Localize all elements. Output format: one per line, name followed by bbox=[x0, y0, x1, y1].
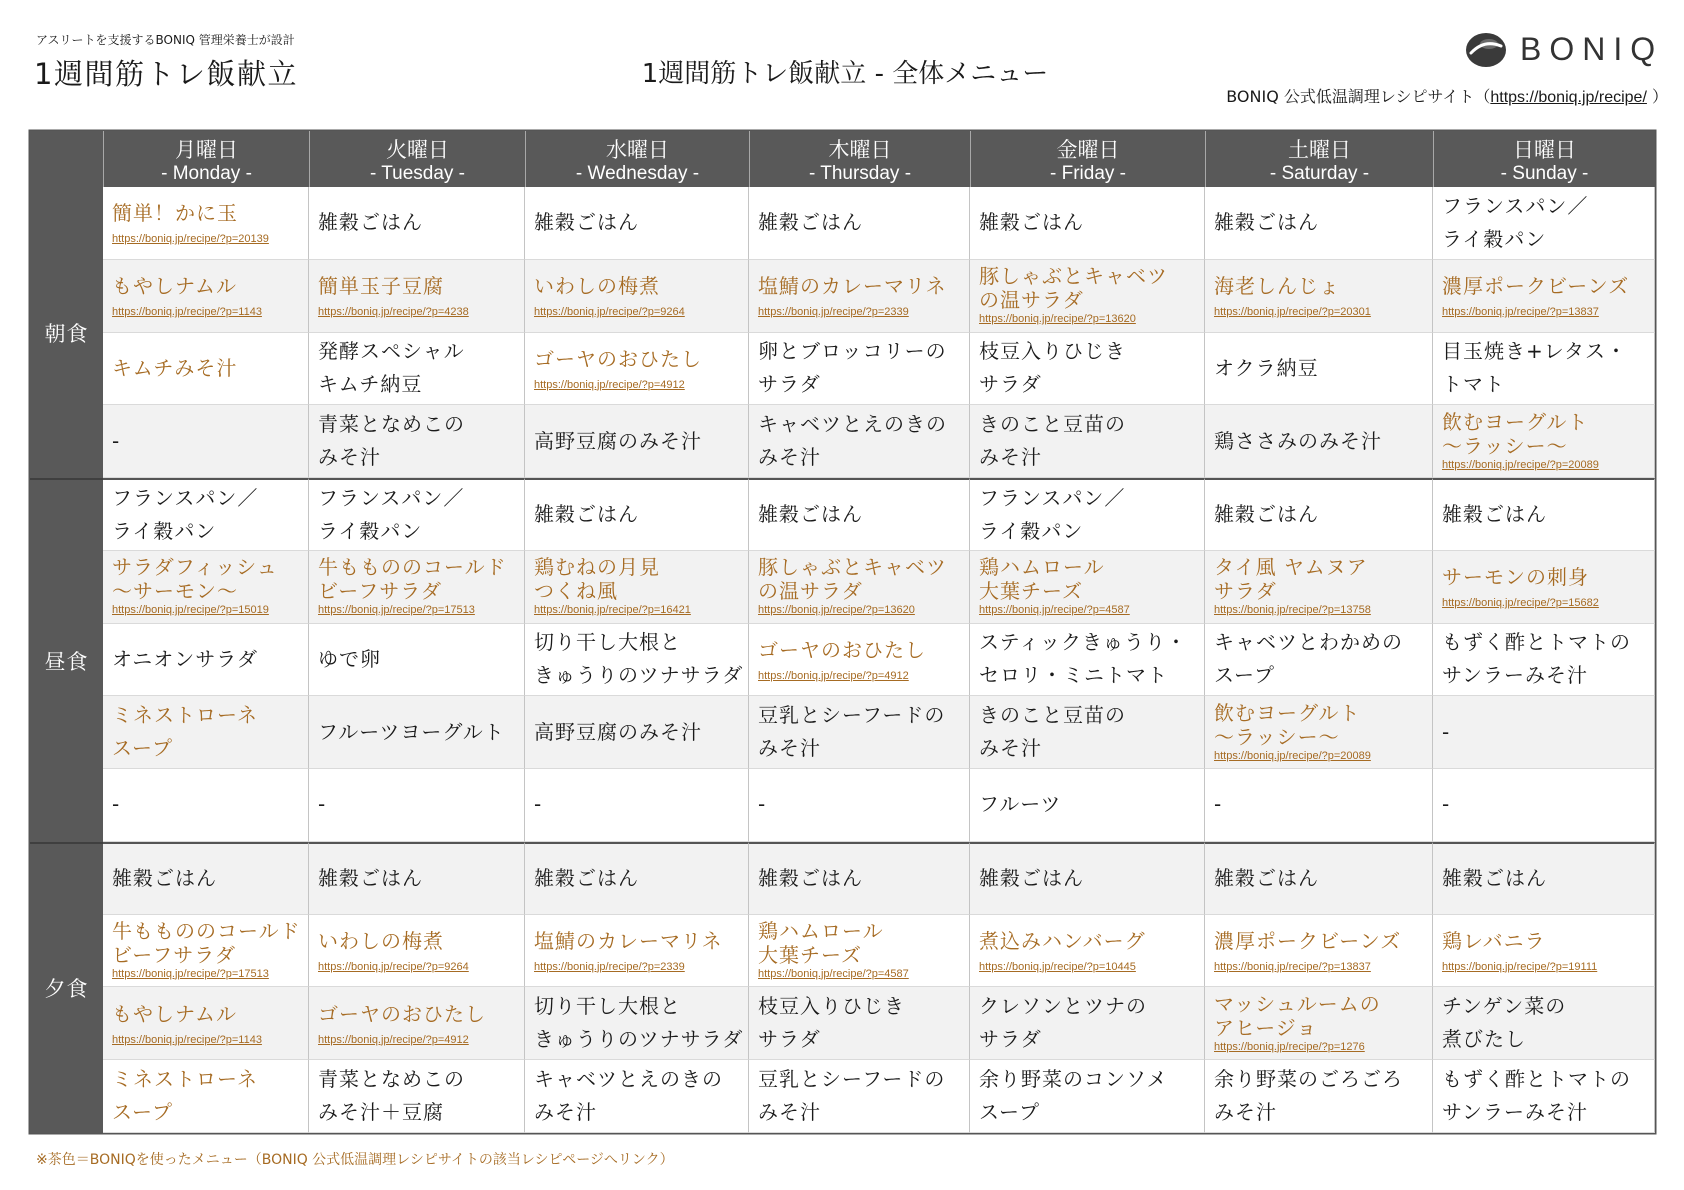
recipe-url-link[interactable]: https://boniq.jp/recipe/?p=4912 bbox=[534, 378, 685, 391]
recipe-title-link[interactable]: 大葉チーズ bbox=[758, 942, 862, 967]
recipe-title-link[interactable]: スープ bbox=[112, 736, 173, 761]
recipe-title-link[interactable]: 豚しゃぶとキャベツ bbox=[758, 555, 947, 580]
menu-item: 豆乳とシーフードの bbox=[758, 1066, 946, 1091]
recipe-url-link[interactable]: https://boniq.jp/recipe/?p=10445 bbox=[979, 960, 1136, 973]
day-name-en: - Sunday - bbox=[1500, 163, 1589, 184]
meal-label bbox=[30, 187, 103, 478]
menu-item: みそ汁 bbox=[758, 736, 821, 761]
recipe-url-link[interactable]: https://boniq.jp/recipe/?p=1143 bbox=[112, 306, 262, 319]
recipe-url-link[interactable]: https://boniq.jp/recipe/?p=19111 bbox=[1442, 960, 1598, 973]
menu-cell bbox=[749, 260, 970, 333]
menu-item: 雑穀ごはん bbox=[1442, 502, 1547, 527]
menu-item: キャベツとえのきの bbox=[534, 1066, 723, 1091]
recipe-url-link[interactable]: https://boniq.jp/recipe/?p=20089 bbox=[1214, 749, 1371, 762]
menu-item: みそ汁 bbox=[979, 445, 1042, 470]
meal-label bbox=[30, 478, 103, 842]
recipe-url-link[interactable]: https://boniq.jp/recipe/?p=13837 bbox=[1214, 960, 1371, 973]
menu-cell bbox=[103, 260, 309, 333]
recipe-title-link[interactable]: ミネストローネ bbox=[112, 1066, 258, 1091]
menu-cell bbox=[103, 1060, 309, 1133]
day-name-ja: 水曜日 bbox=[606, 138, 669, 162]
day-header bbox=[1433, 131, 1655, 187]
recipe-url-link[interactable]: https://boniq.jp/recipe/?p=4912 bbox=[318, 1033, 469, 1046]
menu-cell bbox=[749, 624, 970, 697]
day-name-ja: 木曜日 bbox=[828, 138, 892, 162]
day-name-en: - Monday - bbox=[161, 163, 252, 184]
recipe-url-link[interactable]: https://boniq.jp/recipe/?p=20301 bbox=[1214, 306, 1371, 319]
menu-cell bbox=[749, 769, 970, 842]
recipe-title-link[interactable]: 豚しゃぶとキャベツ bbox=[979, 264, 1168, 289]
menu-cell bbox=[970, 405, 1205, 478]
menu-cell bbox=[749, 1060, 970, 1133]
menu-cell bbox=[970, 333, 1205, 406]
day-name-en: - Saturday - bbox=[1269, 163, 1370, 184]
menu-item: フルーツヨーグルト bbox=[318, 719, 505, 744]
menu-cell bbox=[749, 696, 970, 769]
menu-cell bbox=[309, 478, 525, 551]
menu-item: みそ汁 bbox=[1214, 1099, 1277, 1124]
menu-item: 目玉焼き+レタス・ bbox=[1442, 339, 1627, 364]
menu-cell bbox=[309, 405, 525, 478]
menu-item: キャベツとわかめの bbox=[1214, 630, 1403, 655]
menu-item: 雑穀ごはん bbox=[979, 210, 1084, 235]
menu-cell bbox=[1433, 842, 1655, 915]
menu-item: スープ bbox=[1214, 663, 1275, 688]
menu-cell bbox=[970, 624, 1205, 697]
menu-cell bbox=[970, 842, 1205, 915]
site-url-link[interactable]: https://boniq.jp/recipe/ bbox=[1490, 89, 1647, 106]
day-header bbox=[1205, 131, 1433, 187]
menu-item: 雑穀ごはん bbox=[758, 502, 863, 527]
recipe-title-link[interactable]: 濃厚ポークビーンズ bbox=[1442, 274, 1630, 299]
day-name-en: - Friday - bbox=[1050, 163, 1126, 184]
recipe-title-link[interactable]: 塩鯖のカレーマリネ bbox=[534, 928, 723, 953]
menu-cell bbox=[525, 1060, 749, 1133]
menu-item: 雑穀ごはん bbox=[112, 866, 217, 891]
menu-cell bbox=[525, 769, 749, 842]
recipe-title-link[interactable]: サラダフィッシュ bbox=[112, 555, 278, 580]
menu-item: フランスパン／ bbox=[318, 485, 465, 510]
recipe-title-link[interactable]: ゴーヤのおひたし bbox=[534, 346, 702, 371]
menu-item: 雑穀ごはん bbox=[534, 502, 639, 527]
recipe-title-link[interactable]: もやしナムル bbox=[112, 1001, 237, 1026]
menu-item: サラダ bbox=[758, 1027, 821, 1052]
recipe-url-link[interactable]: https://boniq.jp/recipe/?p=13620 bbox=[758, 604, 915, 617]
menu-item: 雑穀ごはん bbox=[534, 866, 639, 891]
menu-item: みそ汁 bbox=[534, 1099, 597, 1124]
menu-item: - bbox=[758, 792, 767, 817]
menu-cell bbox=[309, 1060, 525, 1133]
menu-cell bbox=[970, 551, 1205, 624]
menu-cell bbox=[1205, 405, 1433, 478]
recipe-url-link[interactable]: https://boniq.jp/recipe/?p=16421 bbox=[534, 604, 691, 617]
recipe-title-link[interactable]: 飲むヨーグルト bbox=[1442, 409, 1589, 434]
menu-cell bbox=[970, 769, 1205, 842]
menu-cell bbox=[1433, 260, 1655, 333]
recipe-title-link[interactable]: ビーフサラダ bbox=[318, 579, 442, 604]
menu-cell bbox=[749, 842, 970, 915]
recipe-title-link[interactable]: いわしの梅煮 bbox=[318, 928, 444, 953]
menu-cell bbox=[1205, 1060, 1433, 1133]
menu-item: 雑穀ごはん bbox=[1442, 866, 1547, 891]
recipe-title-link[interactable]: 鶏むねの月見 bbox=[534, 555, 660, 580]
recipe-title-link[interactable]: 簡単！かに玉 bbox=[112, 201, 238, 226]
menu-item: - bbox=[112, 428, 121, 453]
recipe-url-link[interactable]: https://boniq.jp/recipe/?p=1143 bbox=[112, 1033, 262, 1046]
meal-label-text: 昼食 bbox=[44, 649, 89, 674]
menu-cell bbox=[1205, 187, 1433, 260]
menu-item: 切り干し大根と bbox=[534, 994, 681, 1019]
menu-item: きのこと豆苗の bbox=[979, 412, 1126, 437]
recipe-title-link[interactable]: ～サーモン～ bbox=[112, 579, 238, 604]
menu-item: サラダ bbox=[979, 372, 1042, 397]
menu-item: もずく酢とトマトの bbox=[1442, 1066, 1631, 1091]
menu-item: みそ汁 bbox=[318, 445, 381, 470]
menu-cell bbox=[749, 915, 970, 988]
menu-cell bbox=[1433, 987, 1655, 1060]
recipe-url-link[interactable]: https://boniq.jp/recipe/?p=20089 bbox=[1442, 458, 1599, 471]
recipe-url-link[interactable]: https://boniq.jp/recipe/?p=13758 bbox=[1214, 604, 1371, 617]
recipe-title-link[interactable]: 牛ももののコールド bbox=[112, 918, 301, 943]
menu-cell bbox=[749, 405, 970, 478]
menu-item: クレソンとツナの bbox=[979, 994, 1147, 1019]
recipe-title-link[interactable]: ゴーヤのおひたし bbox=[758, 637, 926, 662]
menu-cell bbox=[525, 260, 749, 333]
recipe-title-link[interactable]: いわしの梅煮 bbox=[534, 274, 660, 299]
menu-item: みそ汁 bbox=[758, 445, 821, 470]
menu-cell bbox=[309, 260, 525, 333]
day-header bbox=[749, 131, 970, 187]
recipe-title-link[interactable]: 海老しんじょ bbox=[1214, 274, 1340, 299]
menu-item: スープ bbox=[979, 1099, 1040, 1124]
recipe-title-link[interactable]: 濃厚ポークビーンズ bbox=[1214, 928, 1402, 953]
menu-item: 雑穀ごはん bbox=[979, 866, 1084, 891]
recipe-title-link[interactable]: スープ bbox=[112, 1099, 173, 1124]
menu-cell bbox=[1205, 696, 1433, 769]
menu-item: - bbox=[1214, 792, 1223, 817]
recipe-title-link[interactable]: サラダ bbox=[1214, 579, 1277, 604]
menu-item: 青菜となめこの bbox=[318, 412, 465, 437]
recipe-url-link[interactable]: https://boniq.jp/recipe/?p=13620 bbox=[979, 313, 1136, 326]
recipe-url-link[interactable]: https://boniq.jp/recipe/?p=1276 bbox=[1214, 1040, 1365, 1053]
menu-item: 雑穀ごはん bbox=[1214, 502, 1319, 527]
menu-item: 卵とブロッコリーの bbox=[758, 339, 947, 364]
recipe-title-link[interactable]: サーモンの刺身 bbox=[1442, 565, 1589, 590]
day-name-ja: 火曜日 bbox=[386, 138, 449, 162]
logo-wordmark: BONIQ bbox=[1520, 31, 1664, 67]
recipe-url-link[interactable]: https://boniq.jp/recipe/?p=20139 bbox=[112, 233, 269, 246]
menu-cell bbox=[1205, 333, 1433, 406]
day-name-ja: 日曜日 bbox=[1513, 138, 1576, 162]
menu-cell bbox=[309, 551, 525, 624]
menu-item: フランスパン／ bbox=[112, 485, 259, 510]
menu-cell bbox=[309, 187, 525, 260]
menu-cell bbox=[970, 1060, 1205, 1133]
recipe-url-link[interactable]: https://boniq.jp/recipe/?p=15019 bbox=[112, 604, 269, 617]
day-name-en: - Wednesday - bbox=[575, 163, 700, 184]
recipe-url-link[interactable]: https://boniq.jp/recipe/?p=15682 bbox=[1442, 597, 1599, 610]
day-header bbox=[525, 131, 749, 187]
recipe-title-link[interactable]: 鶏ハムロール bbox=[979, 555, 1105, 580]
recipe-title-link[interactable]: ミネストローネ bbox=[112, 703, 258, 728]
menu-cell bbox=[1205, 842, 1433, 915]
menu-cell bbox=[525, 551, 749, 624]
menu-item: みそ汁 bbox=[758, 1099, 821, 1124]
menu-item: サンラーみそ汁 bbox=[1442, 663, 1588, 688]
menu-item: みそ汁＋豆腐 bbox=[318, 1099, 444, 1124]
menu-item: 余り野菜のコンソメ bbox=[979, 1066, 1168, 1091]
site-reference bbox=[1226, 86, 1668, 109]
menu-table bbox=[30, 131, 1655, 1133]
recipe-title-link[interactable]: ～ラッシー～ bbox=[1214, 724, 1340, 749]
menu-cell bbox=[103, 915, 309, 988]
menu-item: もずく酢とトマトの bbox=[1442, 630, 1631, 655]
recipe-url-link[interactable]: https://boniq.jp/recipe/?p=9264 bbox=[318, 960, 469, 973]
menu-item: ライ穀パン bbox=[1442, 226, 1547, 251]
menu-item: 雑穀ごはん bbox=[1214, 866, 1319, 891]
recipe-url-link[interactable]: https://boniq.jp/recipe/?p=2339 bbox=[534, 960, 685, 973]
recipe-url-link[interactable]: https://boniq.jp/recipe/?p=9264 bbox=[534, 306, 685, 319]
recipe-title-link[interactable]: ゴーヤのおひたし bbox=[318, 1001, 486, 1026]
menu-item: - bbox=[534, 792, 543, 817]
recipe-url-link[interactable]: https://boniq.jp/recipe/?p=17513 bbox=[112, 967, 269, 980]
page-title: 1週間筋トレ飯献立 bbox=[34, 57, 298, 91]
menu-cell bbox=[1433, 187, 1655, 260]
day-name-en: - Thursday - bbox=[808, 163, 912, 184]
menu-item: キャベツとえのきの bbox=[758, 412, 947, 437]
menu-item: フランスパン／ bbox=[979, 485, 1126, 510]
recipe-url-link[interactable]: https://boniq.jp/recipe/?p=4912 bbox=[758, 669, 909, 682]
menu-item: 発酵スペシャル bbox=[318, 339, 465, 364]
recipe-title-link[interactable]: 鶏ハムロール bbox=[758, 918, 884, 943]
menu-item: きのこと豆苗の bbox=[979, 703, 1126, 728]
menu-item: サラダ bbox=[758, 372, 821, 397]
menu-cell bbox=[1433, 405, 1655, 478]
menu-item: - bbox=[1442, 719, 1451, 744]
menu-item: オクラ納豆 bbox=[1214, 355, 1319, 380]
menu-cell bbox=[1205, 551, 1433, 624]
menu-cell bbox=[103, 478, 309, 551]
menu-cell bbox=[970, 187, 1205, 260]
menu-cell bbox=[749, 987, 970, 1060]
menu-item: 枝豆入りひじき bbox=[979, 339, 1126, 364]
recipe-title-link[interactable]: の温サラダ bbox=[979, 288, 1084, 313]
menu-item: 高野豆腐のみそ汁 bbox=[534, 428, 702, 453]
recipe-title-link[interactable]: 飲むヨーグルト bbox=[1214, 700, 1361, 725]
menu-cell bbox=[1433, 915, 1655, 988]
day-name-en: - Tuesday - bbox=[369, 163, 466, 184]
menu-cell bbox=[970, 478, 1205, 551]
menu-cell bbox=[309, 987, 525, 1060]
menu-cell bbox=[1205, 915, 1433, 988]
day-name-ja: 月曜日 bbox=[175, 138, 238, 162]
recipe-url-link[interactable]: https://boniq.jp/recipe/?p=13837 bbox=[1442, 306, 1599, 319]
menu-item: 鶏ささみのみそ汁 bbox=[1214, 428, 1382, 453]
menu-cell bbox=[103, 405, 309, 478]
menu-cell bbox=[1433, 696, 1655, 769]
menu-item: 豆乳とシーフードの bbox=[758, 703, 946, 728]
menu-cell bbox=[1433, 624, 1655, 697]
brand-logo[interactable] bbox=[1464, 28, 1663, 70]
menu-item: フランスパン／ bbox=[1442, 193, 1589, 218]
menu-item: サンラーみそ汁 bbox=[1442, 1099, 1588, 1124]
menu-cell bbox=[525, 915, 749, 988]
legend-note: ※茶色＝BONIQを使ったメニュー（BONIQ 公式低温調理レシピサイトの該当レシピページへリンク） bbox=[36, 1152, 674, 1168]
menu-item: - bbox=[318, 792, 327, 817]
menu-cell bbox=[525, 478, 749, 551]
recipe-url-link[interactable]: https://boniq.jp/recipe/?p=4587 bbox=[979, 604, 1130, 617]
recipe-title-link[interactable]: 牛ももののコールド bbox=[318, 555, 507, 580]
menu-cell bbox=[309, 696, 525, 769]
menu-item: 雑穀ごはん bbox=[758, 210, 863, 235]
menu-cell bbox=[970, 915, 1205, 988]
menu-cell bbox=[525, 842, 749, 915]
day-header bbox=[970, 131, 1205, 187]
menu-item: みそ汁 bbox=[979, 736, 1042, 761]
menu-item: 枝豆入りひじき bbox=[758, 994, 905, 1019]
recipe-url-link[interactable]: https://boniq.jp/recipe/?p=4238 bbox=[318, 306, 469, 319]
recipe-title-link[interactable]: ～ラッシー～ bbox=[1442, 433, 1568, 458]
menu-cell bbox=[1433, 769, 1655, 842]
menu-item: ライ穀パン bbox=[979, 518, 1084, 543]
menu-cell bbox=[749, 333, 970, 406]
site-prefix: BONIQ 公式低温調理レシピサイト（ bbox=[1226, 87, 1491, 106]
meal-label-text: 夕食 bbox=[44, 977, 89, 1002]
menu-cell bbox=[309, 915, 525, 988]
site-suffix: ） bbox=[1646, 87, 1668, 106]
recipe-title-link[interactable]: アヒージョ bbox=[1214, 1015, 1318, 1040]
meal-label-text: 朝食 bbox=[44, 321, 89, 346]
menu-item: 雑穀ごはん bbox=[318, 866, 423, 891]
menu-cell bbox=[1433, 1060, 1655, 1133]
recipe-title-link[interactable]: の温サラダ bbox=[758, 579, 863, 604]
menu-cell bbox=[1205, 478, 1433, 551]
day-name-ja: 土曜日 bbox=[1288, 138, 1351, 162]
menu-item: スティックきゅうり・ bbox=[979, 630, 1187, 655]
menu-item: 余り野菜のごろごろ bbox=[1214, 1066, 1403, 1091]
menu-cell bbox=[749, 187, 970, 260]
menu-cell bbox=[309, 842, 525, 915]
menu-cell bbox=[525, 405, 749, 478]
menu-item: きゅうりのツナサラダ bbox=[534, 663, 744, 688]
meal-label bbox=[30, 842, 103, 1133]
recipe-title-link[interactable]: 煮込みハンバーグ bbox=[979, 928, 1146, 953]
menu-item: トマト bbox=[1442, 372, 1505, 397]
menu-cell bbox=[1205, 260, 1433, 333]
menu-cell bbox=[1433, 478, 1655, 551]
menu-item: - bbox=[1442, 792, 1451, 817]
menu-cell bbox=[1205, 987, 1433, 1060]
menu-cell bbox=[103, 551, 309, 624]
menu-cell bbox=[103, 987, 309, 1060]
bowl-logo-icon bbox=[1464, 29, 1508, 69]
recipe-title-link[interactable]: マッシュルームの bbox=[1214, 991, 1381, 1016]
recipe-url-link[interactable]: https://boniq.jp/recipe/?p=17513 bbox=[318, 604, 475, 617]
menu-item: 雑穀ごはん bbox=[758, 866, 863, 891]
menu-item: きゅうりのツナサラダ bbox=[534, 1027, 744, 1052]
menu-item: 切り干し大根と bbox=[534, 630, 681, 655]
recipe-title-link[interactable]: つくね風 bbox=[534, 579, 618, 604]
menu-cell bbox=[1433, 333, 1655, 406]
menu-cell bbox=[103, 696, 309, 769]
menu-item: キムチ納豆 bbox=[318, 372, 423, 397]
tagline: アスリートを支援するBONIQ 管理栄養士が設計 bbox=[36, 33, 295, 47]
menu-item: 雑穀ごはん bbox=[318, 210, 423, 235]
menu-cell bbox=[309, 333, 525, 406]
menu-cell bbox=[970, 987, 1205, 1060]
menu-cell bbox=[103, 769, 309, 842]
recipe-title-link[interactable]: 大葉チーズ bbox=[979, 579, 1083, 604]
menu-item: チンゲン菜の bbox=[1442, 994, 1567, 1019]
recipe-url-link[interactable]: https://boniq.jp/recipe/?p=2339 bbox=[758, 306, 909, 319]
menu-cell bbox=[309, 769, 525, 842]
menu-cell bbox=[525, 696, 749, 769]
menu-cell bbox=[749, 478, 970, 551]
menu-cell bbox=[970, 260, 1205, 333]
recipe-title-link[interactable]: 塩鯖のカレーマリネ bbox=[758, 274, 947, 299]
menu-cell bbox=[525, 624, 749, 697]
menu-item: - bbox=[112, 792, 121, 817]
day-name-ja: 金曜日 bbox=[1056, 138, 1120, 162]
menu-cell bbox=[525, 333, 749, 406]
menu-item: セロリ・ミニトマト bbox=[979, 663, 1168, 688]
menu-cell bbox=[970, 696, 1205, 769]
recipe-url-link[interactable]: https://boniq.jp/recipe/?p=4587 bbox=[758, 967, 909, 980]
day-header bbox=[103, 131, 309, 187]
menu-item: オニオンサラダ bbox=[112, 646, 258, 671]
recipe-title-link[interactable]: 鶏レバニラ bbox=[1442, 928, 1546, 953]
recipe-title-link[interactable]: もやしナムル bbox=[112, 274, 237, 299]
menu-cell bbox=[1205, 769, 1433, 842]
menu-cell bbox=[309, 624, 525, 697]
menu-item: 煮びたし bbox=[1442, 1027, 1526, 1052]
menu-item: 雑穀ごはん bbox=[534, 210, 639, 235]
menu-cell bbox=[1205, 624, 1433, 697]
document-heading: 1週間筋トレ飯献立 - 全体メニュー bbox=[641, 59, 1049, 89]
menu-cell bbox=[103, 624, 309, 697]
menu-cell bbox=[525, 187, 749, 260]
recipe-title-link[interactable]: タイ風 ヤムヌア bbox=[1214, 555, 1368, 580]
menu-item: ライ穀パン bbox=[318, 518, 423, 543]
menu-item: 青菜となめこの bbox=[318, 1066, 465, 1091]
day-header bbox=[309, 131, 525, 187]
menu-cell bbox=[749, 551, 970, 624]
menu-item: ライ穀パン bbox=[112, 518, 217, 543]
menu-cell bbox=[1433, 551, 1655, 624]
menu-cell bbox=[103, 187, 309, 260]
menu-cell bbox=[525, 987, 749, 1060]
menu-item: フルーツ bbox=[979, 792, 1062, 817]
recipe-title-link[interactable]: ビーフサラダ bbox=[112, 942, 236, 967]
menu-cell bbox=[103, 333, 309, 406]
menu-cell bbox=[103, 842, 309, 915]
table-corner bbox=[30, 131, 103, 187]
menu-item: サラダ bbox=[979, 1027, 1042, 1052]
recipe-title-link[interactable]: キムチみそ汁 bbox=[112, 355, 238, 380]
menu-item: ゆで卵 bbox=[318, 646, 381, 671]
recipe-title-link[interactable]: 簡単玉子豆腐 bbox=[318, 274, 444, 299]
menu-item: 高野豆腐のみそ汁 bbox=[534, 719, 702, 744]
menu-item: 雑穀ごはん bbox=[1214, 210, 1319, 235]
